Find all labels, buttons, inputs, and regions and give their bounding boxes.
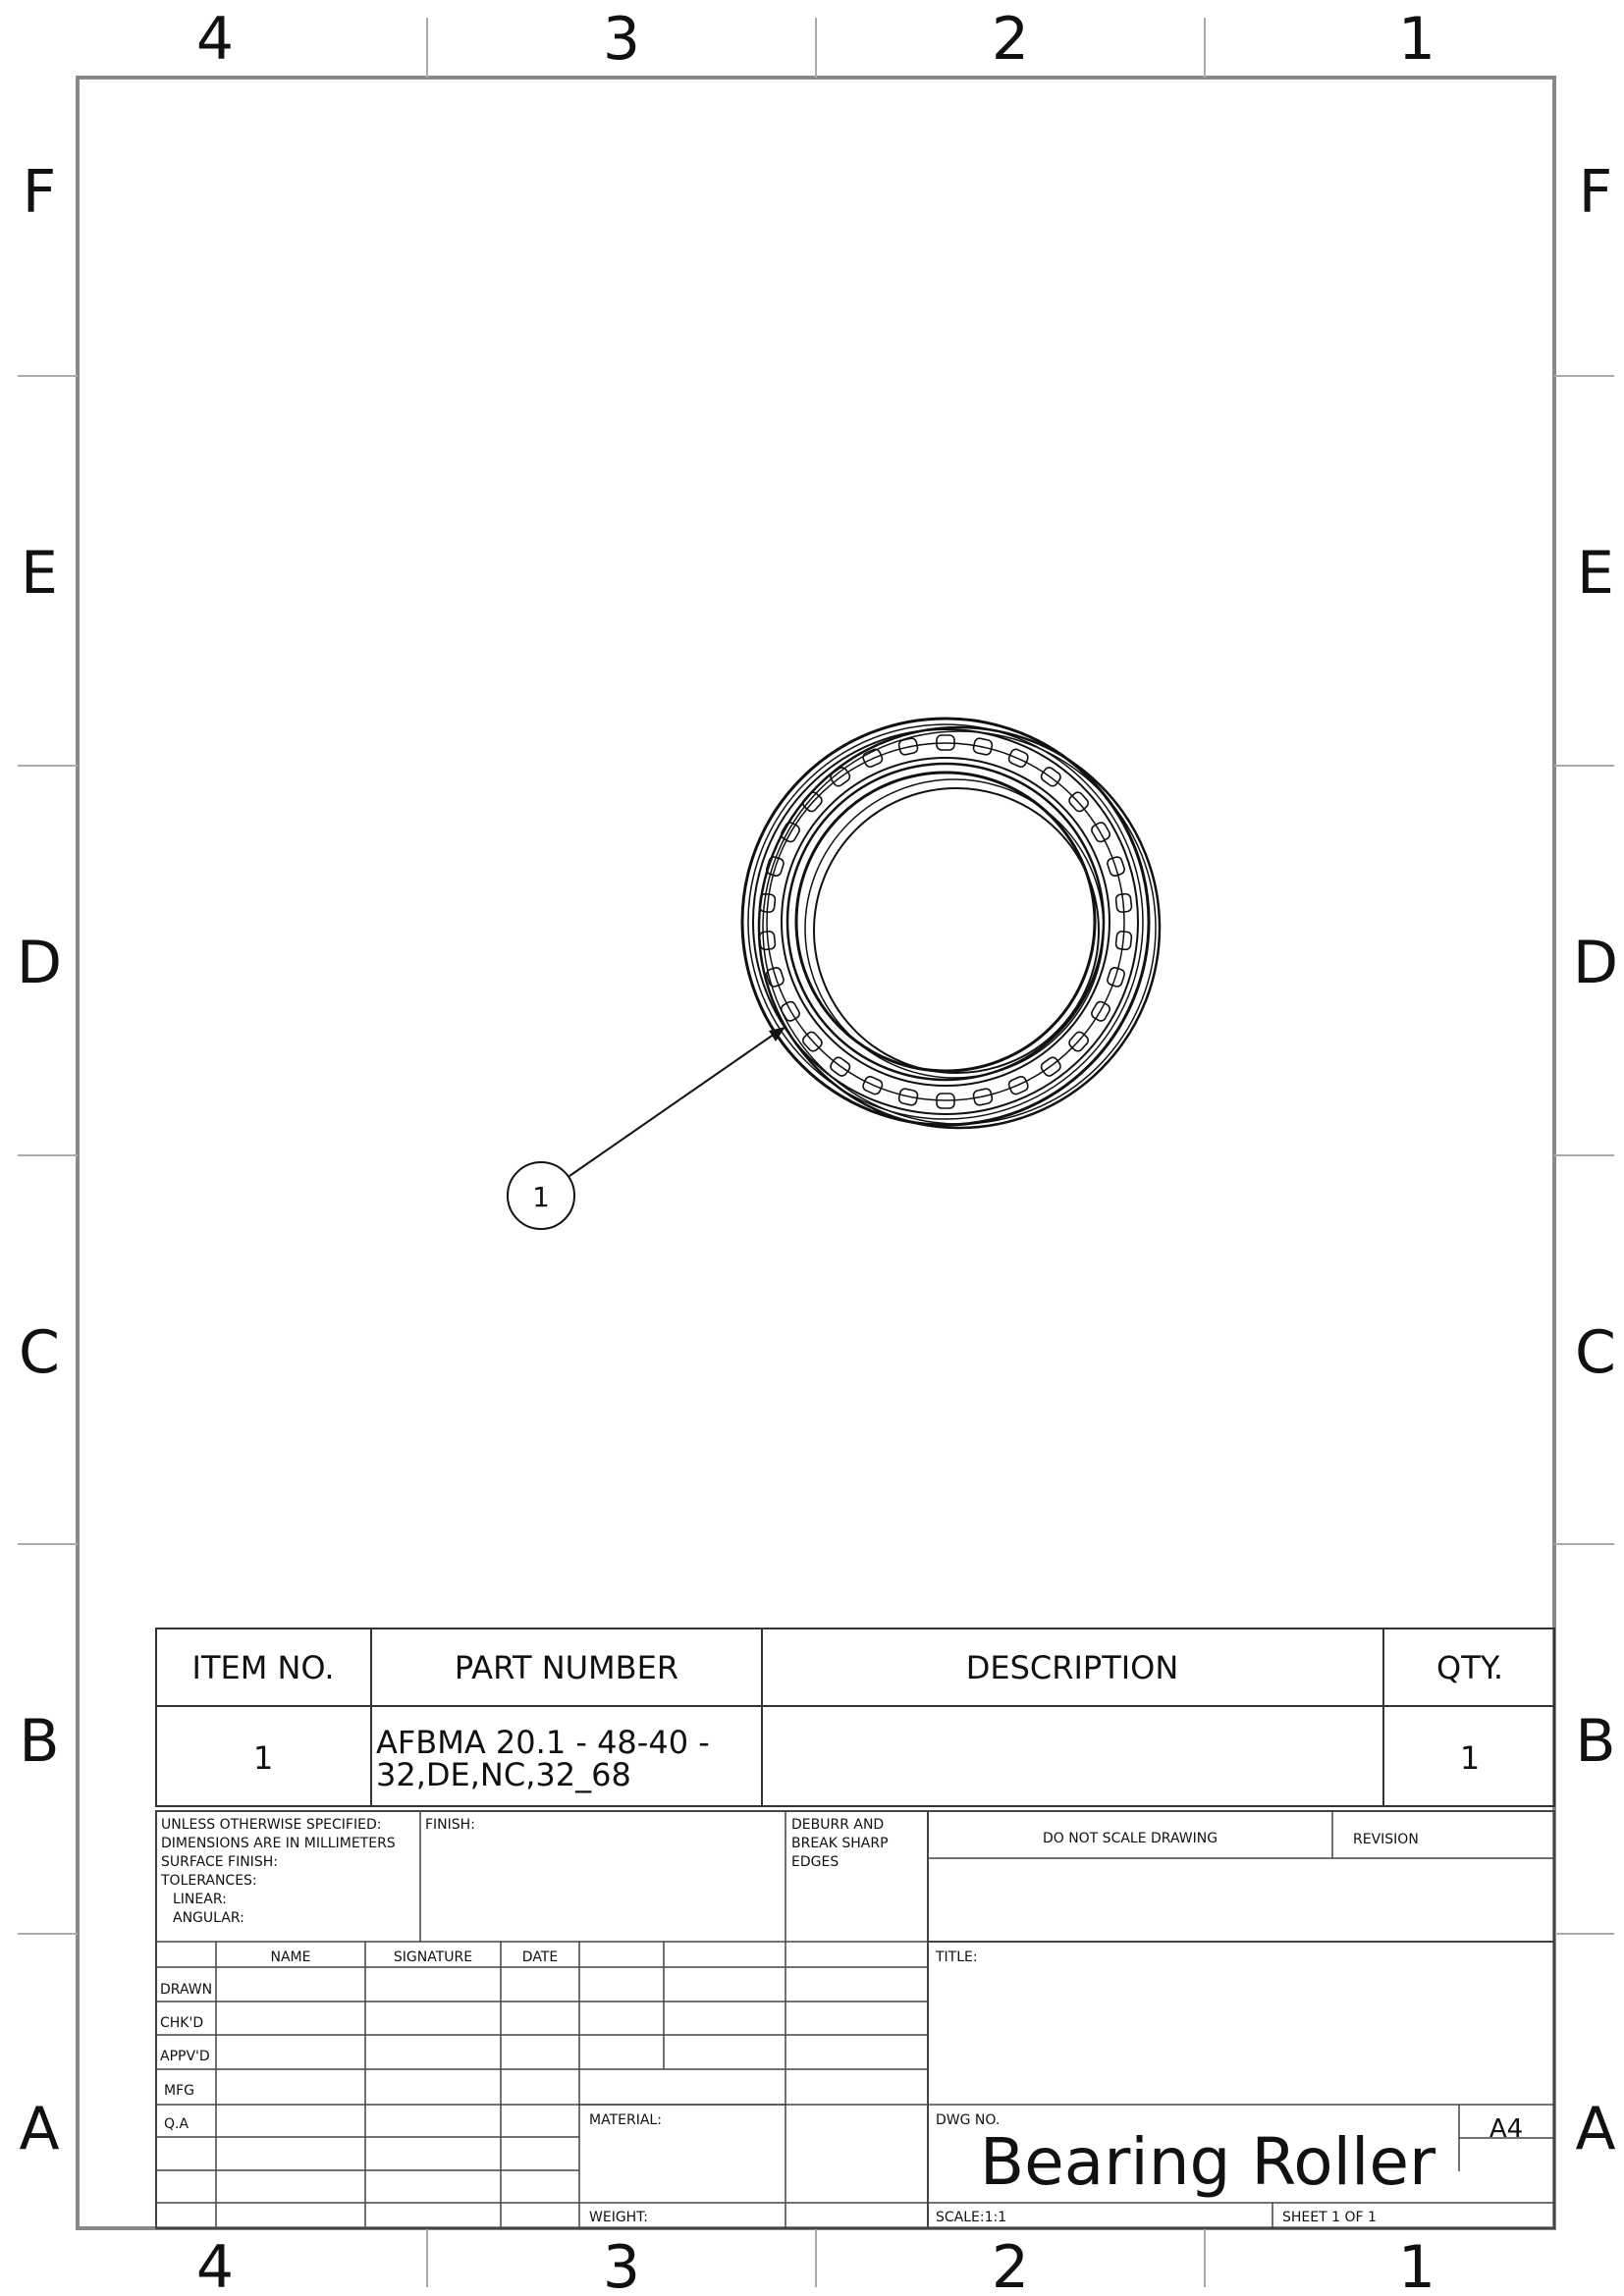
drawing-border — [78, 78, 1554, 2228]
deburr-line-1: DEBURR AND — [791, 1817, 885, 1833]
spec-line-angular: ANGULAR: — [173, 1910, 244, 1926]
drawing-name: Bearing Roller — [979, 2124, 1436, 2200]
zone-col-bottom-2: 2 — [991, 2233, 1030, 2296]
zone-col-bottom-3: 3 — [602, 2233, 641, 2296]
zone-row-right-E: E — [1577, 539, 1614, 608]
dwg-no-label: DWG NO. — [936, 2112, 1001, 2128]
revision-label: REVISION — [1353, 1832, 1419, 1847]
role-drawn: DRAWN — [160, 1982, 213, 1998]
col-header-date: DATE — [521, 1949, 559, 1965]
spec-line-linear: LINEAR: — [173, 1892, 227, 1907]
zone-row-right-C: C — [1575, 1318, 1616, 1387]
zone-row-left-D: D — [16, 929, 63, 997]
bom-header-description: DESCRIPTION — [965, 1649, 1179, 1686]
spec-line-surface-finish: SURFACE FINISH: — [161, 1854, 278, 1870]
spec-line-tolerances: TOLERANCES: — [161, 1873, 257, 1889]
role-chkd: CHK'D — [160, 2015, 204, 2031]
do-not-scale-note: DO NOT SCALE DRAWING — [1042, 1831, 1218, 1846]
bearing-view — [742, 719, 1160, 1128]
balloon-number: 1 — [532, 1181, 550, 1213]
deburr-line-3: EDGES — [791, 1854, 839, 1870]
zone-row-left-F: F — [22, 158, 57, 227]
scale-label: SCALE:1:1 — [936, 2210, 1007, 2225]
material-label: MATERIAL: — [589, 2112, 662, 2128]
bom-header-part-number: PART NUMBER — [454, 1649, 679, 1686]
balloon-leader — [569, 1027, 785, 1176]
finish-label: FINISH: — [425, 1817, 475, 1833]
zone-row-left-E: E — [21, 539, 58, 608]
zone-ticks — [18, 18, 1614, 2287]
role-mfg: MFG — [164, 2083, 194, 2099]
zone-col-top-1: 1 — [1397, 5, 1436, 74]
bom-header-qty: QTY. — [1436, 1649, 1503, 1686]
zone-col-bottom-1: 1 — [1397, 2233, 1436, 2296]
bom-cell-item-no: 1 — [252, 1739, 274, 1777]
zone-col-top-4: 4 — [195, 5, 235, 74]
bom-cell-qty: 1 — [1459, 1739, 1481, 1777]
bom-cell-part-number-line2: 32,DE,NC,32_68 — [376, 1756, 631, 1793]
bom-header-item-no: ITEM NO. — [191, 1649, 335, 1686]
zone-row-left-B: B — [19, 1707, 60, 1776]
sheet-size: A4 — [1489, 2114, 1524, 2144]
zone-row-left-A: A — [19, 2095, 60, 2163]
spec-line-unless: UNLESS OTHERWISE SPECIFIED: — [161, 1817, 382, 1833]
bom-table — [156, 1629, 1554, 1806]
zone-col-top-2: 2 — [991, 5, 1030, 74]
zone-col-bottom-4: 4 — [195, 2233, 235, 2296]
zone-row-left-C: C — [19, 1318, 60, 1387]
role-qa: Q.A — [164, 2116, 189, 2132]
col-header-signature: SIGNATURE — [393, 1949, 473, 1965]
deburr-line-2: BREAK SHARP — [791, 1836, 889, 1851]
sheet-count: SHEET 1 OF 1 — [1282, 2210, 1377, 2225]
zone-row-right-F: F — [1578, 158, 1613, 227]
zone-row-right-B: B — [1575, 1707, 1616, 1776]
spec-line-dimensions: DIMENSIONS ARE IN MILLIMETERS — [161, 1836, 396, 1851]
role-appvd: APPV'D — [160, 2049, 210, 2064]
zone-col-top-3: 3 — [602, 5, 641, 74]
bom-cell-part-number-line1: AFBMA 20.1 - 48-40 - — [376, 1724, 710, 1761]
zone-row-right-A: A — [1575, 2095, 1616, 2163]
zone-row-right-D: D — [1572, 929, 1619, 997]
col-header-name: NAME — [270, 1949, 311, 1965]
title-label: TITLE: — [936, 1949, 978, 1965]
weight-label: WEIGHT: — [589, 2210, 648, 2225]
